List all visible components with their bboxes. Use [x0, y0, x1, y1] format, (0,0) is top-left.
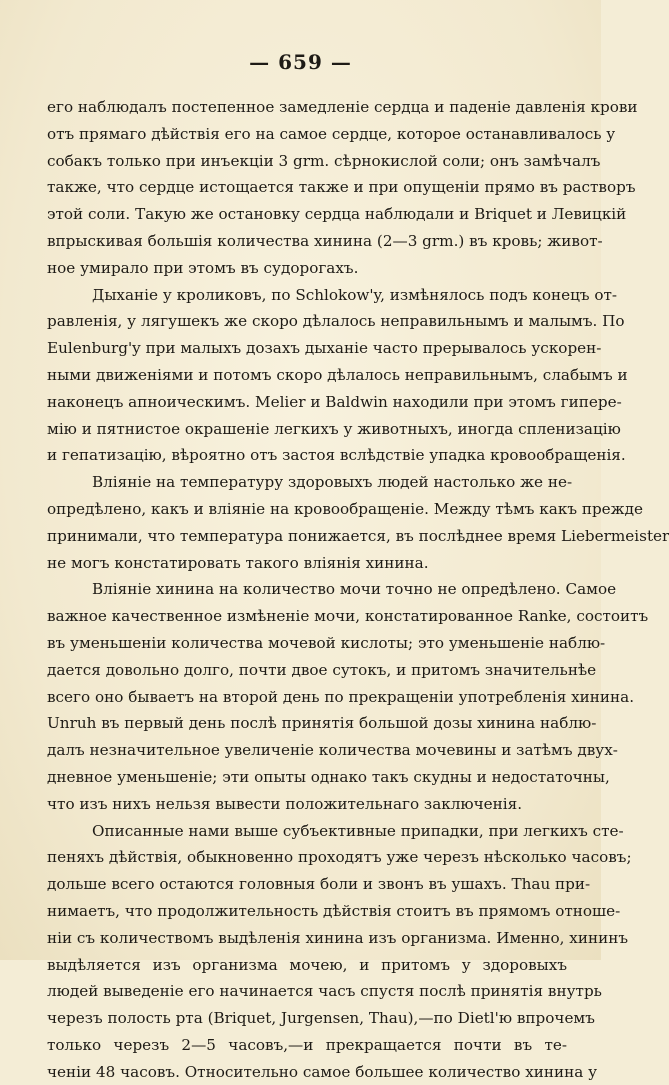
- text-line: Unruh въ первый день послѣ принятія большой дозы хинина наблю-: [47, 714, 597, 733]
- text-line: мію и пятнистое окрашеніе легкихъ у животныхъ, иногда спленизацію: [47, 419, 621, 438]
- text-line: выдѣляется изъ организма мочею, и притомъ у здоровыхъ: [47, 955, 567, 974]
- page-number: — 659 —: [249, 50, 352, 74]
- text-line: собакъ только при инъекціи 3 grm. сѣрнокислой соли; онъ замѣчалъ: [47, 151, 601, 170]
- text-line: Описанные нами выше субъективные припадки, при легкихъ сте-: [92, 821, 624, 840]
- text-line: дается довольно долго, почти двое сутокъ, и притомъ значительнѣе: [47, 660, 597, 679]
- text-line: черезъ полость рта (Briquet, Jurgensen, Thau),—по Dietl'ю впрочемъ: [47, 1009, 595, 1028]
- text-line: его наблюдалъ постепенное замедленіе сердца и паденіе давленія крови: [47, 98, 638, 116]
- text-line: наконецъ апноическимъ. Melier и Baldwin находили при этомъ гипере-: [47, 392, 622, 411]
- text-line: въ уменьшеніи количества мочевой кислоты; это уменьшеніе наблю-: [47, 633, 606, 652]
- text-line: людей выведеніе его начинается часъ спустя послѣ принятія внутрь: [47, 982, 602, 1001]
- text-line: равленія, у лягушекъ же скоро дѣлалось неправильнымъ и малымъ. По: [47, 312, 625, 331]
- text-line: Вліяніе хинина на количество мочи точно не опредѣлено. Самое: [92, 580, 617, 599]
- text-line: всего оно бываетъ на второй день по прекращеніи употребленія хинина.: [47, 687, 635, 706]
- page-body-text: [47, 94, 669, 1085]
- text-line: далъ незначительное увеличеніе количества мочевины и затѣмъ двух-: [47, 741, 618, 760]
- text-line: ное умирало при этомъ въ судорогахъ.: [47, 258, 359, 277]
- text-line: опредѣлено, какъ и вліяніе на кровообращеніе. Между тѣмъ какъ прежде: [47, 499, 643, 518]
- text-line: впрыскивая большія количества хинина (2—3 grm.) въ кровь; живот-: [47, 231, 603, 250]
- text-line: Eulenburg'y при малыхъ дозахъ дыханіе часто прерывалось ускорен-: [47, 339, 602, 358]
- text-line: принимали, что температура понижается, въ послѣднее время Liebermeister: [47, 526, 669, 545]
- text-line: отъ прямаго дѣйствія его на самое сердце, которое останавливалось у: [47, 124, 616, 143]
- text-line: Вліяніе на температуру здоровыхъ людей настолько же не-: [92, 473, 573, 492]
- text-line: важное качественное измѣненіе мочи, констатированное Ranke, состоитъ: [47, 607, 649, 626]
- text-line: дневное уменьшеніе; эти опыты однако такъ скудны и недостаточны,: [47, 767, 610, 786]
- text-line: ными движеніями и потомъ скоро дѣлалось неправильнымъ, слабымъ и: [47, 365, 628, 384]
- text-line: нимаетъ, что продолжительность дѣйствія стоитъ въ прямомъ отноше-: [47, 901, 621, 920]
- text-line: этой соли. Такую же остановку сердца наблюдали и Briquet и Левицкій: [47, 205, 627, 224]
- text-line: ченіи 48 часовъ. Относительно самое большее количество хинина у: [47, 1062, 598, 1081]
- text-line: пеняхъ дѣйствія, обыкновенно проходятъ уже черезъ нѣсколько часовъ;: [47, 848, 632, 867]
- text-line: Дыханіе у кроликовъ, по Schlokow'y, измѣнялось подъ конецъ от-: [92, 285, 618, 304]
- text-line: только черезъ 2—5 часовъ,—и прекращается почти въ те-: [47, 1035, 567, 1054]
- text-line: также, что сердце истощается также и при опущеніи прямо въ растворъ: [47, 178, 636, 197]
- text-line: и гепатизацію, вѣроятно отъ застоя вслѣдствіе упадка кровообращенія.: [47, 446, 626, 465]
- text-line: дольше всего остаются головныя боли и звонъ въ ушахъ. Thau при-: [47, 875, 591, 894]
- text-line: не могъ констатировать такого вліянія хинина.: [47, 553, 429, 572]
- text-line: ніи съ количествомъ выдѣленія хинина изъ организма. Именно, хининъ: [47, 928, 629, 947]
- text-line: что изъ нихъ нельзя вывести положительнаго заключенія.: [47, 794, 523, 813]
